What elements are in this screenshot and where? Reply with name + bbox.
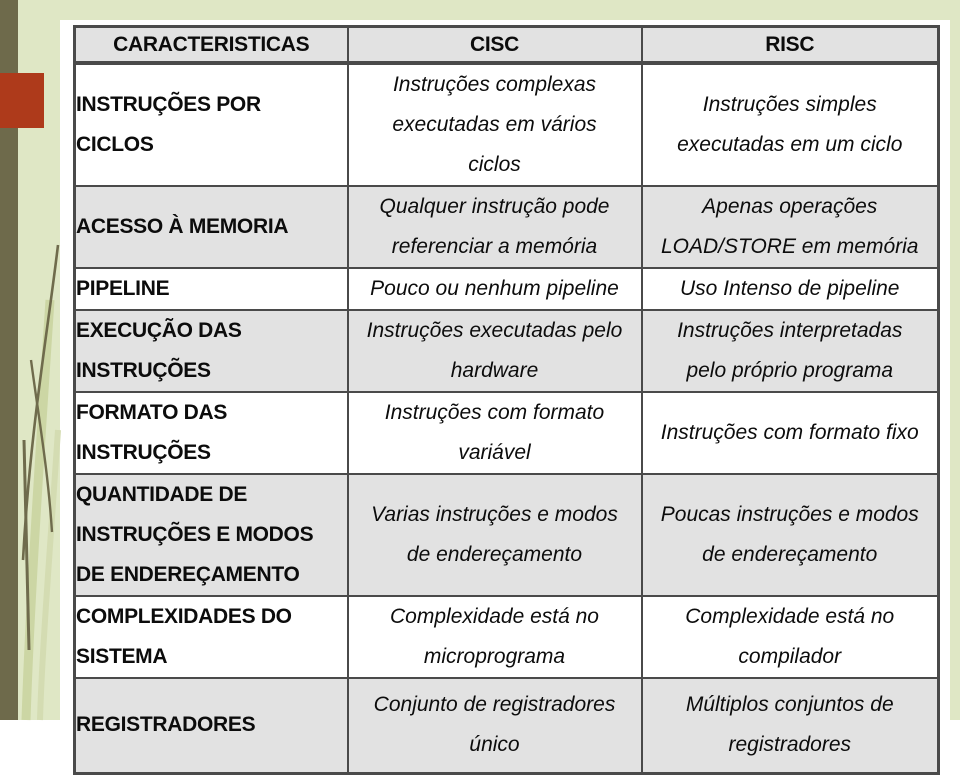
text-line: pelo próprio programa bbox=[686, 359, 894, 382]
text-line: INSTRUÇÕES POR bbox=[76, 93, 261, 116]
table-row bbox=[75, 596, 939, 678]
header-row bbox=[75, 27, 939, 64]
risc-cell bbox=[642, 63, 939, 186]
table-row bbox=[75, 474, 939, 596]
table-row bbox=[75, 186, 939, 268]
text-line: Apenas operações bbox=[702, 195, 878, 218]
cisc-cell bbox=[348, 268, 642, 310]
text-line: variável bbox=[458, 441, 531, 464]
column-header-cisc: CISC bbox=[348, 27, 642, 64]
text-line: Instruções com formato bbox=[384, 401, 605, 424]
text-line: Poucas instruções e modos bbox=[660, 503, 919, 526]
text-line: Instruções simples bbox=[702, 93, 877, 116]
text-line: EXECUÇÃO DAS bbox=[76, 319, 242, 342]
text-line: Complexidade está no bbox=[390, 605, 599, 628]
text-line: Uso Intenso de pipeline bbox=[680, 277, 900, 300]
text-line: Instruções executadas pelo bbox=[366, 319, 623, 342]
table-body bbox=[75, 63, 939, 773]
text-line: FORMATO DAS bbox=[76, 401, 228, 424]
risc-cell bbox=[642, 268, 939, 310]
text-line: de endereçamento bbox=[702, 543, 878, 566]
text-line: Instruções complexas bbox=[392, 73, 597, 96]
text-line: ACESSO À MEMORIA bbox=[76, 215, 289, 238]
row-label-cell bbox=[75, 392, 348, 474]
text-line: Varias instruções e modos bbox=[371, 503, 618, 526]
cisc-cell bbox=[348, 310, 642, 392]
risc-cell bbox=[642, 678, 939, 773]
text-line: COMPLEXIDADES DO bbox=[76, 605, 292, 628]
risc-cell bbox=[642, 474, 939, 596]
text-line: INSTRUÇÕES bbox=[76, 441, 211, 464]
table-row bbox=[75, 392, 939, 474]
cisc-cell bbox=[348, 392, 642, 474]
comparison-table bbox=[73, 25, 940, 775]
table-row bbox=[75, 63, 939, 186]
table-row bbox=[75, 678, 939, 773]
risc-cell bbox=[642, 310, 939, 392]
text-line: microprograma bbox=[423, 645, 566, 668]
text-line: Pouco ou nenhum pipeline bbox=[370, 277, 619, 300]
text-line: Múltiplos conjuntos de bbox=[685, 693, 894, 717]
row-label-cell bbox=[75, 596, 348, 678]
table-row bbox=[75, 268, 939, 310]
cisc-cell bbox=[348, 678, 642, 773]
row-label-cell bbox=[75, 186, 348, 268]
row-label-cell bbox=[75, 474, 348, 596]
text-line: Instruções interpretadas bbox=[677, 319, 903, 342]
row-label-cell bbox=[75, 310, 348, 392]
cisc-cell bbox=[348, 63, 642, 186]
text-line: PIPELINE bbox=[76, 277, 170, 300]
table-row bbox=[75, 310, 939, 392]
text-line: executadas em um ciclo bbox=[677, 133, 903, 156]
text-line: REGISTRADORES bbox=[76, 713, 256, 737]
text-line: LOAD/STORE em memória bbox=[660, 235, 919, 258]
text-line: INSTRUÇÕES E MODOS bbox=[76, 523, 314, 546]
text-line: ciclos bbox=[468, 153, 521, 176]
risc-cell bbox=[642, 186, 939, 268]
right-green-strip bbox=[950, 0, 960, 720]
text-line: de endereçamento bbox=[406, 543, 583, 566]
text-line: Qualquer instrução pode bbox=[379, 195, 610, 218]
cisc-cell bbox=[348, 474, 642, 596]
text-line: registradores bbox=[728, 733, 852, 757]
text-line: DE ENDEREÇAMENTO bbox=[76, 563, 300, 586]
text-line: Instruções com formato fixo bbox=[660, 421, 919, 444]
table-header bbox=[75, 27, 939, 64]
risc-cell bbox=[642, 596, 939, 678]
row-label-cell bbox=[75, 63, 348, 186]
text-line: SISTEMA bbox=[76, 645, 168, 668]
text-line: único bbox=[469, 733, 520, 757]
row-label-cell bbox=[75, 678, 348, 773]
cisc-cell bbox=[348, 186, 642, 268]
cisc-risc-comparison-table bbox=[73, 25, 940, 757]
text-line: Complexidade está no bbox=[685, 605, 895, 628]
column-header-caracteristicas: CARACTERISTICAS bbox=[75, 27, 348, 64]
text-line: hardware bbox=[450, 359, 539, 382]
red-accent-square bbox=[0, 73, 44, 128]
cisc-cell bbox=[348, 596, 642, 678]
text-line: referenciar a memória bbox=[391, 235, 598, 258]
text-line: QUANTIDADE DE bbox=[76, 483, 248, 506]
text-line: INSTRUÇÕES bbox=[76, 359, 211, 382]
text-line: executadas em vários bbox=[392, 113, 597, 136]
text-line: CICLOS bbox=[76, 133, 154, 156]
text-line: compilador bbox=[738, 645, 842, 668]
column-header-risc: RISC bbox=[642, 27, 939, 64]
top-green-band bbox=[18, 0, 960, 20]
risc-cell bbox=[642, 392, 939, 474]
row-label-cell bbox=[75, 268, 348, 310]
text-line: Conjunto de registradores bbox=[373, 693, 616, 717]
